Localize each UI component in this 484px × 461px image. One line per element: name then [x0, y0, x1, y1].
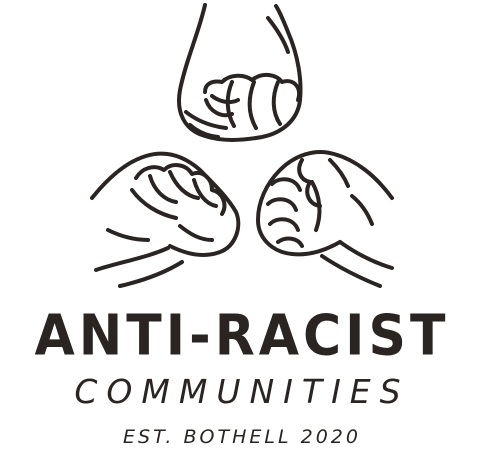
logo-subtitle: COMMUNITIES	[74, 372, 410, 411]
right-fist-icon	[258, 152, 392, 286]
top-fist-icon	[179, 5, 300, 140]
left-fist-icon	[92, 154, 238, 286]
logo-tagline: EST. BOTHELL 2020	[123, 426, 361, 448]
logo-title: ANTI-RACIST	[34, 303, 450, 369]
